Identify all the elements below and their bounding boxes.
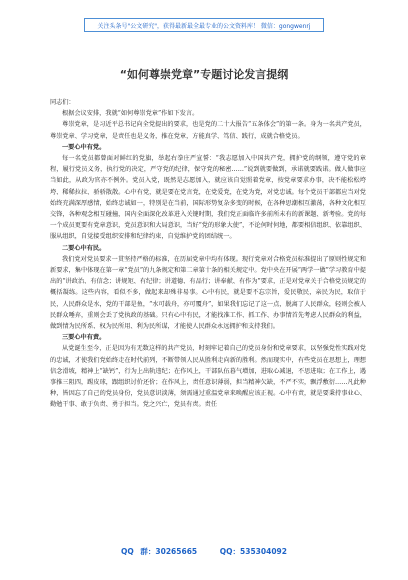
paragraph-list [50, 108, 366, 410]
section-heading: 三要心中有责。 [62, 334, 106, 342]
section-heading: 一要心中有党。 [62, 143, 106, 151]
salutation: 同志们： [50, 99, 75, 106]
footer-qq: QQ：535304092 [219, 547, 287, 556]
section-heading: 二要心中有民。 [62, 244, 106, 252]
body-paragraph: 尊崇党章，是习近平总书记向全党提出的要求，也是党的二十大报告“五条体会”的第一条。身为一名共产党员，尊崇党章、学习党章，是责任也是义务，推在党章，方能真学、笃信、践行，成就合格党员。 [50, 121, 366, 140]
footer-qq-group: QQ 群：30265665 [121, 547, 198, 556]
footer-contact [0, 546, 408, 557]
body-paragraph: 根据会议安排，我就“如何尊崇党章”作如下发言。 [62, 110, 199, 118]
document-body [50, 97, 366, 411]
promo-banner [84, 18, 324, 32]
promo-banner-text: 关注头条号"公文研究"，获得最新最全最专业的公文资料库！ 微信：gongwenrj [97, 22, 311, 30]
body-paragraph: 从党诞生至今，正是因为有无数这样的共产党员，时刻牢记着自己的党员身份和党章要求，以坚强党性实践对党的忠诚，才使我们党始终走在时代前列，不断带领人民从胜利走向新的胜利。然而现实中，有些党员在思想上，理想信念滑坡，精神上“缺钙”，行为上出轨违纪；在作风上，干部队伍暮气增加，进取心减退，不思进取；在工作上，遇事推三阻四，踢皮球，跟组织讨价还价；在作风上，责任意识薄弱，担当精神欠缺，不严不实，飘浮敷衍……凡此种种，皆因忘了自己的党员身份，党员意识淡薄，须需通过重温党章来唤醒应该正视。心中有责，就是要秉持事业心、勤勉干事、敢于负责、勇于担当。党之兴亡，党员有责。责任 [50, 345, 366, 409]
body-paragraph: 我们党对党员要求一贯坚持严格的标准，在历届党章中均有体现。现行党章对合格党员标准提出了原则性规定和新要求，集中体现在第一章“党员”的九条规定和第二章第十条的相关规定中。党中央在开展“两学一做”学习教育中提出的“讲政治、有信念；讲规矩、有纪律；讲道德、有品行；讲奉献、有作为”要求，正是对党章关于合格党员规定的概括凝练。这些内容，看似不多，做起来却殊非易事。心中有民，就是要不忘宗旨，爱民敬民，亲民为民，取信于民，人民群众是水，党的干部是鱼，“水可载舟，亦可覆舟”，如果我们忘记了这一点，脱离了人民群众，轻则会被人民群众唾弃，重则会丢了党执政的基础。只有心中有民，才能找准工作、抓工作、办事情首先考虑人民群众的利益，做到情为民所系、权为民所用、利为民所谋，才能使人民群众永远拥护和支持我们。 [50, 255, 366, 331]
body-paragraph: 每一名党员都曾面对鲜红的党旗，举起右拳庄严宣誓：“我志愿加入中国共产党，拥护党的纲领，遵守党的章程，履行党员义务，执行党的决定，严守党的纪律，保守党的秘密……”说到就要做到，承诺就要践诺。做人做事应当如此，从政为官亦不例外。党员入党，既然是志愿加入，就应该自觉照着党章，按党章要求办事，决不能松松垮垮、稀稀拉拉、骄骄散散。心中有党，就是要在党言党，在党爱党，在党为党，对党忠诚。每个党员干部都应当对党始终充满深厚感情，始终忠诚如一，特别是在当前，国际形势复杂多变的时候，在各种思潮相互激荡，各种文化相互交锋，各种观念相互碰撞，国内全面深化改革进入关键时期，我们党正面临许多前所未有的新课题、新考验。党的每一个成员更要有党章意识，党员意识和大局意识，当好“党的形象大使”，不论何时何地，都要相信组织、依靠组织、服从组织，自觉接受组织安排和纪律约束，自觉维护党的团结统一。 [50, 155, 366, 241]
document-title: “如何尊崇党章”专题讨论发言提纲 [119, 68, 289, 81]
